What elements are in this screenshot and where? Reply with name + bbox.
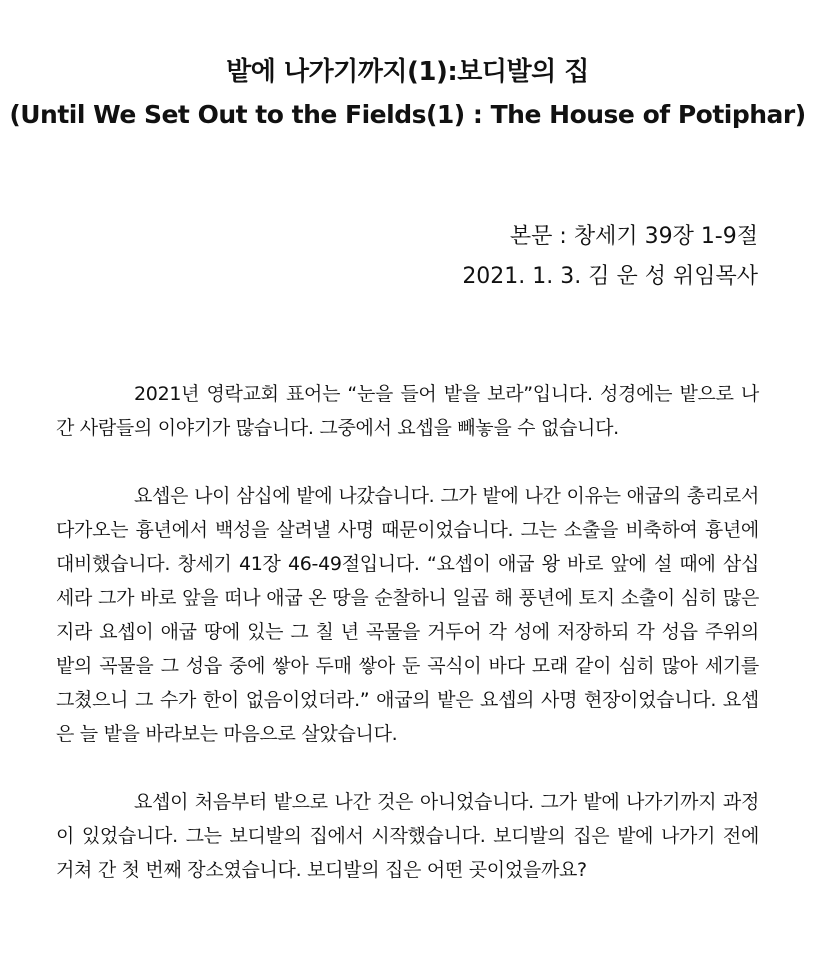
sermon-title-english: (Until We Set Out to the Fields(1) : The House of Potiphar) [9,100,806,129]
paragraph-1: 2021년 영락교회 표어는 “눈을 들어 밭을 보라”입니다. 성경에는 밭으로 나간 사람들의 이야기가 많습니다. 그중에서 요셉을 빼놓을 수 없습니다. [56,383,759,439]
sermon-meta [462,217,758,297]
paragraph-2: 요셉은 나이 삼십에 밭에 나갔습니다. 그가 밭에 나간 이유는 애굽의 총리로서 다가오는 흉년에서 백성을 살려낼 사명 때문이었습니다. 그는 소출을 비축하여 흉년에 대비했습니다. 창세기 41장 46-49절입니다. “요셉이 애굽 왕 바로 앞에 설 때에 삼십 세라 그가 바로 앞을 떠나 애굽 온 땅을 순찰하니 일곱 해 풍년에 토지 소출이 심히 많은지라 요셉이 애굽 땅에 있는 그 칠 년 곡물을 거두어 각 성에 저장하되 각 성읍 주위의 밭의 곡물을 그 성읍 중에 쌓아 두매 쌓아 둔 곡식이 바다 모래 같이 심히 많아 세기를 그쳤으니 그 수가 한이 없음이었더라.” 애굽의 밭은 요셉의 사명 현장이었습니다. 요셉은 늘 밭을 바라보는 마음으로 살았습니다. [56,485,759,745]
sermon-body [56,377,759,887]
scripture-reference: 본문 : 창세기 39장 1-9절 [509,224,758,249]
date-and-author: 2021. 1. 3. 김 운 성 위임목사 [462,264,758,289]
title-block [0,52,815,135]
paragraph-3: 요셉이 처음부터 밭으로 나간 것은 아니었습니다. 그가 밭에 나가기까지 과정이 있었습니다. 그는 보디발의 집에서 시작했습니다. 보디발의 집은 밭에 나가기 전에 거쳐 간 첫 번째 장소였습니다. 보디발의 집은 어떤 곳이었을까요? [56,791,759,881]
sermon-title-korean: 밭에 나가기까지(1):보디발의 집 [226,57,589,87]
